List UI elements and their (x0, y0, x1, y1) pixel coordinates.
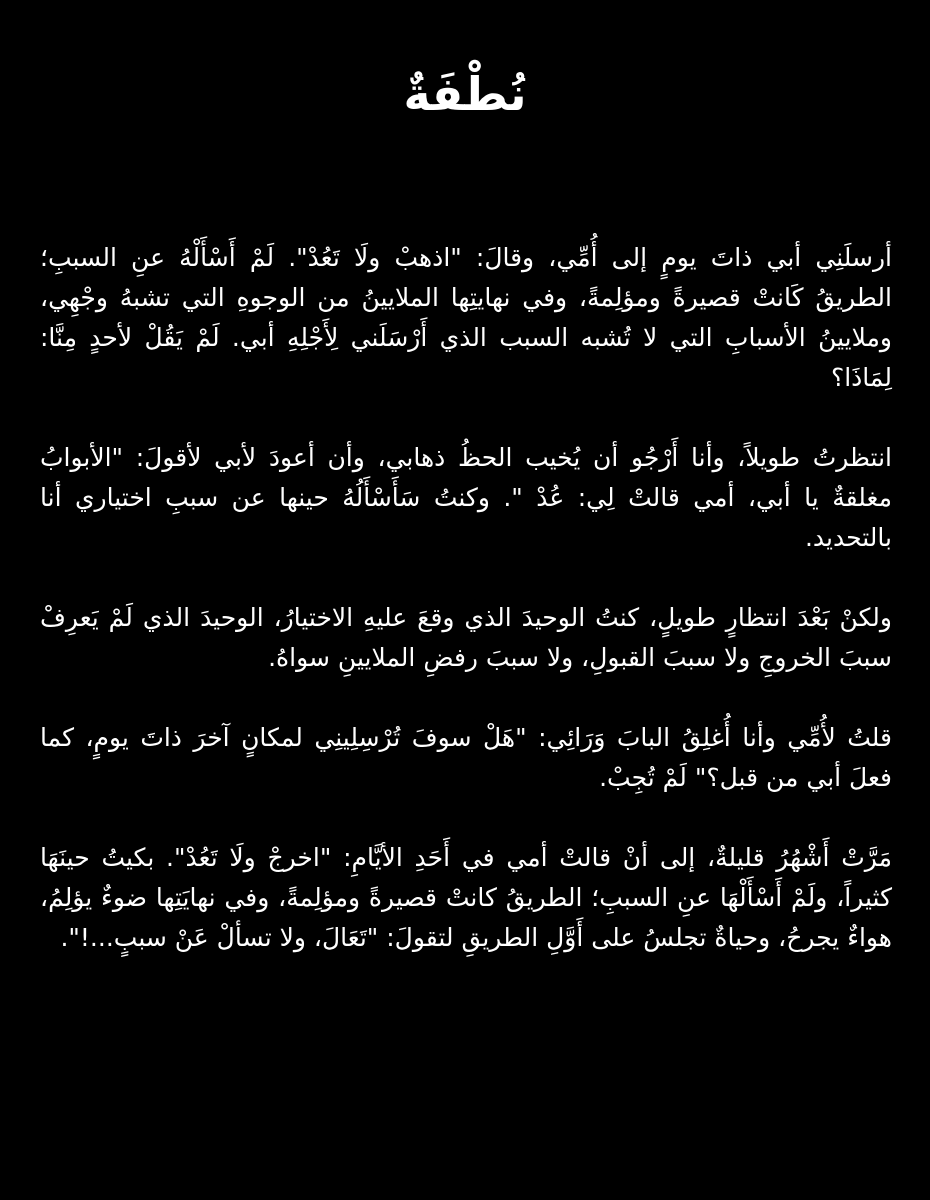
paragraph-4: قلتُ لأُمِّي وأنا أُغلِقُ البابَ وَرَائِي: "هَلْ سوفَ تُرْسِلِينِي لمكانٍ آخرَ ذاتَ يومٍ، كما فعلَ أبي من قبل؟" لَمْ تُجِبْ. (40, 723, 892, 792)
paragraph-2: انتظرتُ طويلاً، وأنا أَرْجُو أن يُخيب الحظُ ذهابي، وأن أعودَ لأبي لأقولَ: "الأبوابُ مغلقةٌ يا أبي، أمي قالتْ لِي: عُدْ ". وكنتُ سَأَسْأَلُهُ حينها عن سببِ اختياري أنا بالتحديد. (40, 443, 892, 552)
page-title: نُطْفَةٌ (403, 67, 527, 121)
paragraph-1: أرسلَنِي أبي ذاتَ يومٍ إلى أُمِّي، وقالَ: "اذهبْ ولَا تَعُدْ". لَمْ أَسْأَلْهُ عنِ السببِ؛ الطريقُ كَانتْ قصيرةً ومؤلِمةً، وفي نهايتِها الملايينُ من الوجوهِ التي تشبهُ وجْهِي، وملايينُ الأسبابِ التي لا تُشبه السبب الذي أَرْسَلَني لِأَجْلِهِ أبي. لَمْ يَقُلْ لأحدٍ مِنَّا: لِمَاذَا؟ (40, 243, 892, 392)
story-body (40, 238, 892, 998)
paragraph-3: ولكنْ بَعْدَ انتظارٍ طويلٍ، كنتُ الوحيدَ الذي وقعَ عليهِ الاختيارُ، الوحيدَ الذي لَمْ يَعرِفْ سببَ الخروجِ ولا سببَ القبولِ، ولا سببَ رفضِ الملايينِ سواهُ. (40, 603, 892, 672)
paragraph-5: مَرَّتْ أَشْهُرُ قليلةٌ، إلى أنْ قالتْ أمي في أَحَدِ الأيَّامِ: "اخرجْ ولَا تَعُدْ". بكيتُ حينَهَا كثيراً، ولَمْ أَسْأَلْهَا عنِ السببِ؛ الطريقُ كانتْ قصيرةً ومؤلِمةً، وفي نهايَتِها ضوءٌ يؤلِمُ، هواءٌ يجرحُ، وحياةٌ تجلسُ على أَوَّلِ الطريقِ لتقولَ: "تَعَالَ، ولا تسألْ عَنْ سببٍ...!". (40, 843, 892, 952)
